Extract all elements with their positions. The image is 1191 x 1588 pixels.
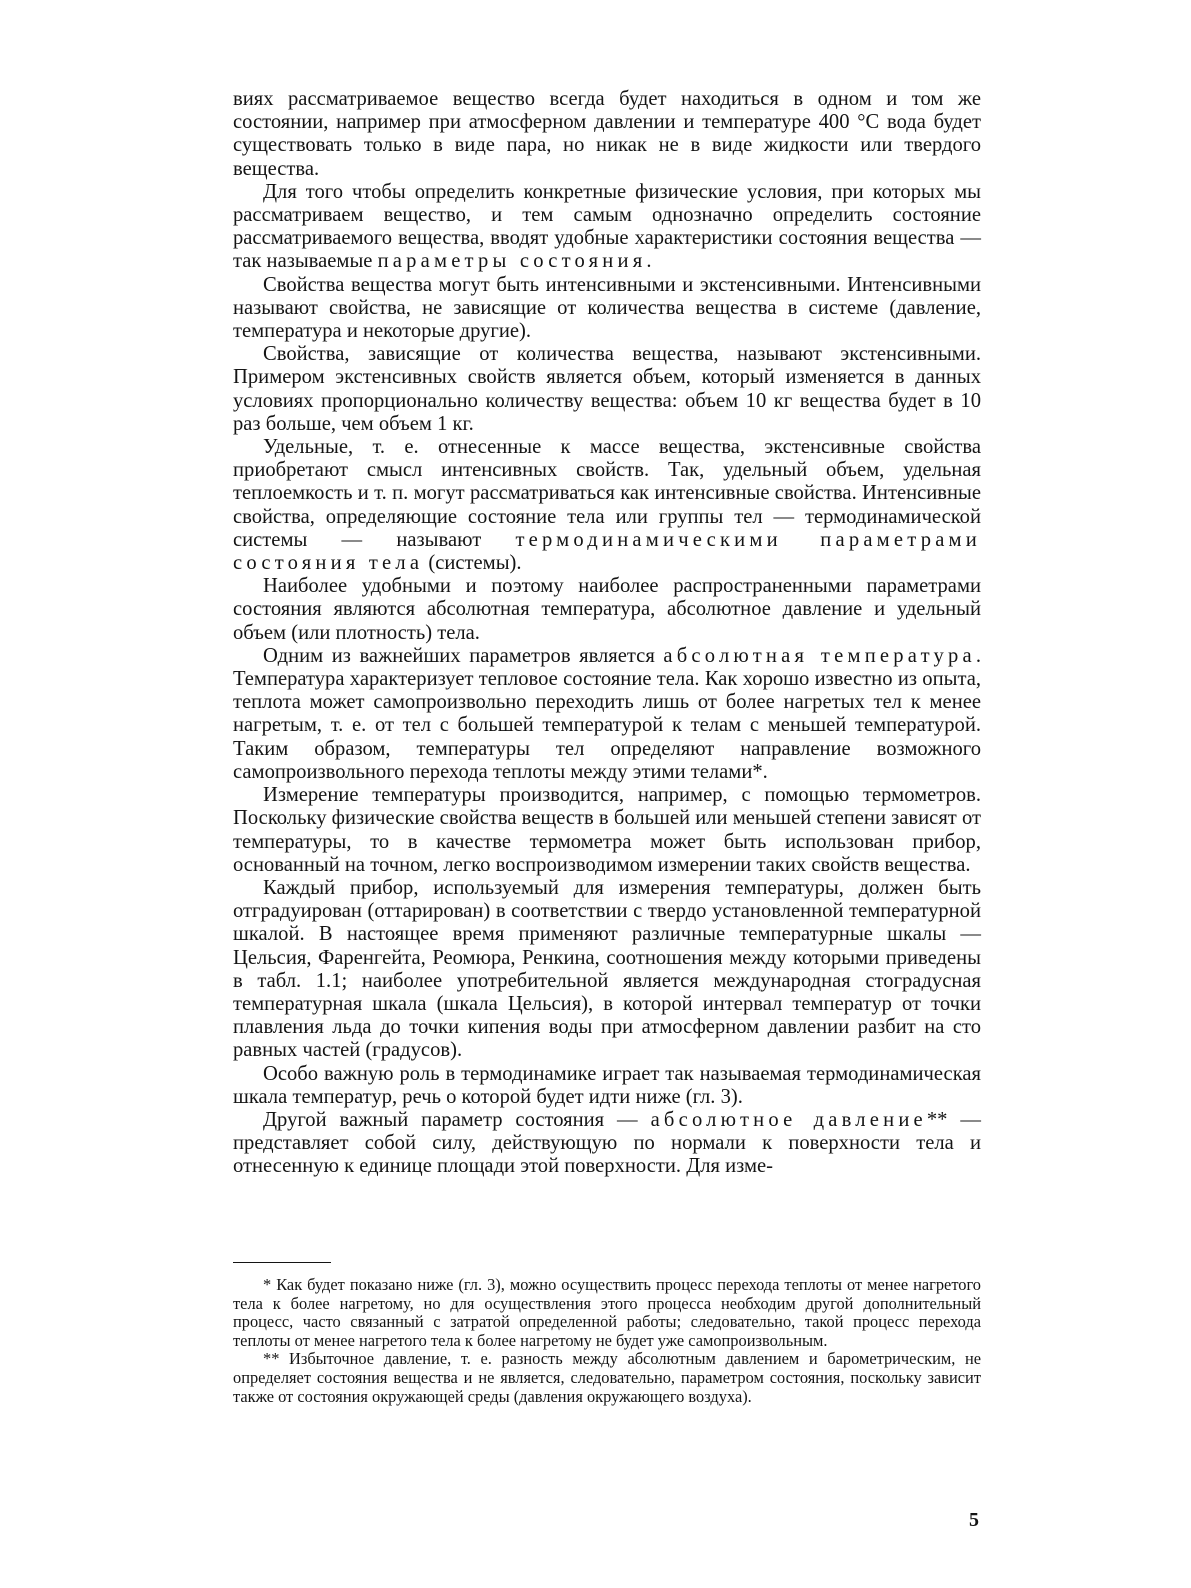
spaced-term: абсолютное давление [650, 1108, 927, 1131]
paragraph-text: Наиболее удобными и поэтому наиболее распространенными параметрами состояния являются абсолютная температура, абсолютное давление и удельный объем (или плотность) тела. [233, 575, 981, 644]
spaced-term: параметры состояния [377, 250, 647, 273]
paragraph [233, 181, 981, 274]
paragraph [233, 645, 981, 784]
paragraph [233, 436, 981, 575]
paragraph-text: ** — представляет собой силу, действующую по нормали к поверхности тела и отнесенную к единице площади этой поверхности. Для изме- [233, 1108, 981, 1178]
paragraph [233, 274, 981, 344]
paragraph-text: Измерение температуры производится, например, с помощью термометров. Поскольку физические свойства веществ в большей или меньшей степени зависят от температуры, то в качестве термометра может быть использован прибор, основанный на точном, легко воспроизводимом измерении таких свойств вещества. [233, 784, 981, 876]
paragraph-text: Удельные, т. е. отнесенные к массе вещества, экстенсивные свойства приобретают смысл интенсивных свойств. Так, удельный объем, удельная теплоемкость и т. п. могут рассматриваться как интенсивные свойства. Интенсивные свойства, определяющие состояние тела или группы тел — термодинамической системы — называют [233, 436, 981, 551]
page-body [233, 88, 981, 1179]
paragraph-text: . [646, 250, 652, 273]
paragraph [233, 1063, 981, 1109]
paragraph [233, 877, 981, 1063]
spaced-term: абсолютная температура [663, 644, 976, 667]
paragraph-text: Одним из важнейших параметров является [263, 644, 664, 667]
paragraph-text: Для того чтобы определить конкретные физические условия, при которых мы рассматриваем вещество, и тем самым однозначно определить состояние рассматриваемого вещества, вводят удобные характеристики состояния вещества — так называемые [233, 180, 981, 273]
footnote: ** Избыточное давление, т. е. разность между абсолютным давлением и барометрическим, не определяет состояния вещества и не является, следовательно, параметром состояния, поскольку зависит также от состояния окружающей среды (давления окружающего воздуха). [233, 1349, 981, 1406]
footnotes [233, 1276, 981, 1406]
paragraph-text: Особо важную роль в термодинамике играет так называемая термодинамическая шкала температур, речь о которой будет идти ниже (гл. 3). [233, 1062, 981, 1108]
paragraph [233, 343, 981, 436]
paragraph-text: Свойства, зависящие от количества вещества, называют экстенсивными. Примером экстенсивных свойств является объем, который изменяется в данных условиях пропорционально количеству вещества: объем 10 кг вещества будет в 10 раз больше, чем объем 1 кг. [233, 343, 981, 435]
paragraph [233, 1109, 981, 1179]
footnote-separator [233, 1262, 331, 1263]
footnote: * Как будет показано ниже (гл. 3), можно осуществить процесс перехода теплоты от менее нагретого тела к более нагретому, но для осуществления этого процесса необходим другой дополнительный процесс, часто связанный с затратой определенной работы; следовательно, такой процесс перехода теплоты от менее нагретого тела к более нагретому не будет уже самопроизвольным. [233, 1275, 981, 1350]
paragraph [233, 784, 981, 877]
paragraph-text: виях рассматриваемое вещество всегда будет находиться в одном и том же состоянии, например при атмосферном давлении и температуре 400 °C вода будет существовать только в виде пара, но никак не в виде жидкости или твердого вещества. [233, 88, 981, 180]
paragraph-text: Другой важный параметр состояния — [263, 1108, 651, 1131]
paragraph-text: (системы). [423, 552, 522, 575]
paragraph [233, 575, 981, 645]
page-number: 5 [969, 1509, 979, 1531]
paragraph-text: . Температура характеризует тепловое состояние тела. Как хорошо известно из опыта, теплота может самопроизвольно переходить лишь от более нагретых тел к менее нагретым, т. е. от тел с большей температурой к телам с меньшей температурой. Таким образом, температуры тел определяют направление возможного самопроизвольного перехода теплоты между этими телами*. [233, 644, 981, 783]
paragraph [233, 88, 981, 181]
paragraph-text: Свойства вещества могут быть интенсивными и экстенсивными. Интенсивными называют свойства, не зависящие от количества вещества в системе (давление, температура и некоторые другие). [233, 273, 981, 343]
spaced-term: термодинамическими параметрами состояния тела [233, 528, 981, 575]
paragraph-text: Каждый прибор, используемый для измерения температуры, должен быть отградуирован (оттарирован) в соответствии с твердо установленной температурной шкалой. В настоящее время применяют различные температурные шкалы — Цельсия, Фаренгейта, Реомюра, Ренкина, соотношения между которыми приведены в табл. 1.1; наиболее употребительной является международная стоградусная температурная шкала (шкала Цельсия), в которой интервал температур от точки плавления льда до точки кипения воды при атмосферном давлении разбит на сто равных частей (градусов). [233, 876, 981, 1062]
